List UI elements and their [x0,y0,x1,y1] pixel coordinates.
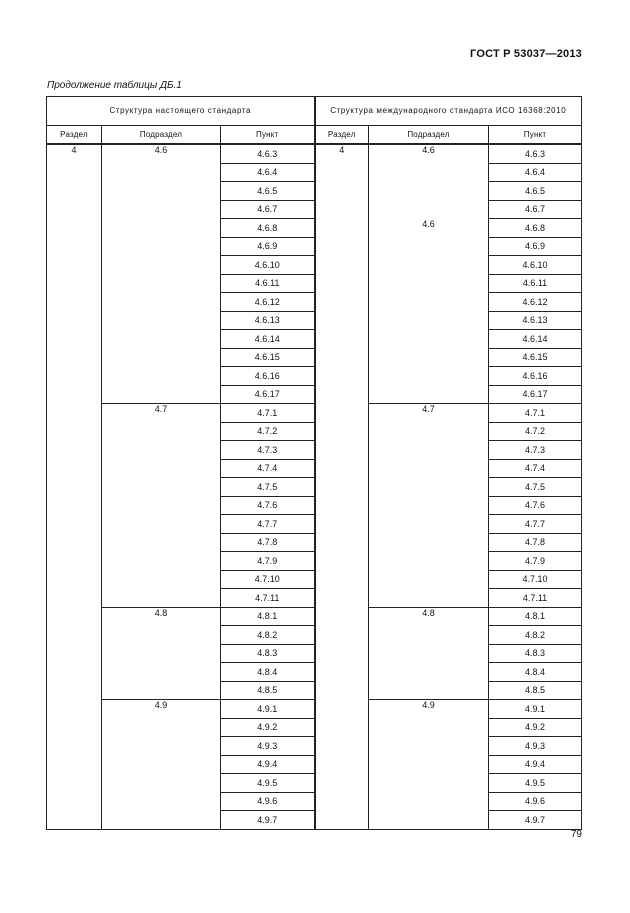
cell-section-intl [315,774,369,793]
cell-section-intl [315,182,369,201]
cell-clause: 4.9.1 [221,700,315,719]
cell-clause: 4.7.11 [221,589,315,608]
cell-section-intl [315,422,369,441]
cell-section [47,219,102,238]
cell-subsection-intl [369,478,489,497]
table-row [47,311,582,330]
cell-section-intl [315,811,369,830]
cell-subsection [102,219,221,238]
correspondence-table [46,96,582,830]
cell-clause: 4.6.13 [221,311,315,330]
cell-section [47,515,102,534]
cell-section-intl [315,644,369,663]
cell-section-intl [315,200,369,219]
cell-section-intl [315,441,369,460]
cell-subsection [102,533,221,552]
cell-section [47,589,102,608]
table-row [47,644,582,663]
cell-section-intl [315,256,369,275]
cell-clause: 4.7.1 [221,404,315,423]
cell-clause: 4.9.7 [221,811,315,830]
cell-section-intl [315,219,369,238]
cell-section-intl [315,163,369,182]
table-row [47,478,582,497]
cell-clause-intl: 4.6.3 [489,144,582,163]
table-row [47,182,582,201]
cell-section: 4 [47,144,102,163]
cell-clause-intl: 4.8.2 [489,626,582,645]
table-row [47,293,582,312]
cell-clause-intl: 4.7.7 [489,515,582,534]
cell-subsection [102,311,221,330]
cell-clause-intl: 4.8.4 [489,663,582,682]
cell-subsection-intl [369,626,489,645]
table-row [47,200,582,219]
table-row [47,589,582,608]
cell-subsection-intl [369,515,489,534]
table-row [47,718,582,737]
cell-clause: 4.6.16 [221,367,315,386]
cell-clause-intl: 4.6.13 [489,311,582,330]
cell-section-intl [315,367,369,386]
cell-section [47,626,102,645]
cell-clause-intl: 4.6.16 [489,367,582,386]
table-row [47,144,582,163]
cell-subsection [102,459,221,478]
cell-subsection-intl [369,589,489,608]
cell-section [47,237,102,256]
cell-section-intl [315,274,369,293]
column-header-clause-intl: Пункт [489,126,582,145]
group-header-international: Структура международного стандарта ИСО 16368:2010 [315,97,582,126]
cell-subsection-intl [369,737,489,756]
cell-subsection [102,367,221,386]
cell-clause: 4.6.12 [221,293,315,312]
cell-section [47,274,102,293]
cell-clause: 4.6.7 [221,200,315,219]
table-row [47,404,582,423]
column-header-subsection: Подраздел [102,126,221,145]
cell-subsection [102,422,221,441]
cell-clause: 4.6.8 [221,219,315,238]
cell-clause: 4.6.4 [221,163,315,182]
document-header: ГОСТ Р 53037—2013 [470,48,582,60]
cell-clause-intl: 4.9.5 [489,774,582,793]
cell-section [47,459,102,478]
table-row [47,755,582,774]
table-caption: Продолжение таблицы ДБ.1 [47,80,182,91]
cell-section [47,644,102,663]
cell-subsection-intl [369,570,489,589]
cell-subsection [102,182,221,201]
cell-section [47,422,102,441]
cell-subsection [102,385,221,404]
table-row [47,552,582,571]
cell-section-intl [315,385,369,404]
table-row [47,441,582,460]
cell-subsection-intl [369,274,489,293]
cell-subsection-intl: 4.6 [369,144,489,163]
cell-section [47,256,102,275]
cell-subsection-intl [369,755,489,774]
cell-section [47,570,102,589]
cell-clause: 4.7.5 [221,478,315,497]
cell-section-intl [315,792,369,811]
cell-clause-intl: 4.6.8 [489,219,582,238]
cell-clause: 4.7.4 [221,459,315,478]
cell-subsection [102,663,221,682]
table-row [47,663,582,682]
table-row [47,237,582,256]
cell-section [47,182,102,201]
cell-section-intl [315,533,369,552]
cell-clause: 4.9.5 [221,774,315,793]
table-row [47,681,582,700]
cell-subsection-intl: 4.6 [369,219,489,238]
page-number: 79 [570,829,582,840]
cell-subsection-intl [369,811,489,830]
cell-subsection-intl [369,533,489,552]
table-row [47,792,582,811]
cell-clause-intl: 4.7.3 [489,441,582,460]
column-header-section: Раздел [47,126,102,145]
cell-section [47,311,102,330]
cell-subsection-intl [369,256,489,275]
cell-section-intl [315,459,369,478]
cell-subsection-intl [369,459,489,478]
table-row [47,219,582,238]
cell-section [47,385,102,404]
cell-subsection-intl [369,496,489,515]
table-row [47,607,582,626]
cell-clause-intl: 4.6.10 [489,256,582,275]
cell-clause-intl: 4.9.4 [489,755,582,774]
cell-subsection-intl [369,348,489,367]
cell-clause: 4.8.5 [221,681,315,700]
table-row [47,626,582,645]
cell-section [47,478,102,497]
table-row [47,496,582,515]
cell-subsection [102,755,221,774]
cell-clause: 4.8.1 [221,607,315,626]
cell-subsection: 4.6 [102,144,221,163]
cell-subsection [102,348,221,367]
cell-section-intl [315,552,369,571]
cell-subsection [102,626,221,645]
cell-clause-intl: 4.8.3 [489,644,582,663]
cell-clause: 4.7.9 [221,552,315,571]
cell-subsection [102,792,221,811]
cell-subsection-intl [369,718,489,737]
cell-section-intl [315,348,369,367]
cell-section-intl [315,293,369,312]
cell-clause: 4.7.3 [221,441,315,460]
cell-section-intl [315,681,369,700]
cell-section-intl [315,570,369,589]
cell-clause-intl: 4.6.11 [489,274,582,293]
cell-clause: 4.7.7 [221,515,315,534]
table-row [47,163,582,182]
cell-subsection-intl [369,774,489,793]
cell-clause: 4.9.6 [221,792,315,811]
cell-subsection-intl [369,681,489,700]
cell-subsection [102,589,221,608]
cell-subsection-intl [369,385,489,404]
cell-clause: 4.6.9 [221,237,315,256]
cell-subsection [102,274,221,293]
cell-clause: 4.9.2 [221,718,315,737]
cell-clause-intl: 4.7.8 [489,533,582,552]
group-header-national: Структура настоящего стандарта [47,97,315,126]
table-row [47,422,582,441]
cell-section-intl [315,737,369,756]
cell-subsection-intl: 4.9 [369,700,489,719]
cell-clause: 4.7.8 [221,533,315,552]
table-body [47,144,582,829]
cell-subsection-intl [369,422,489,441]
cell-clause-intl: 4.7.10 [489,570,582,589]
cell-subsection [102,811,221,830]
cell-section [47,718,102,737]
table-row [47,385,582,404]
table-row [47,533,582,552]
cell-clause: 4.6.10 [221,256,315,275]
cell-clause-intl: 4.7.5 [489,478,582,497]
cell-subsection-intl [369,367,489,386]
cell-subsection [102,552,221,571]
cell-clause: 4.8.3 [221,644,315,663]
table-row [47,515,582,534]
cell-clause: 4.7.6 [221,496,315,515]
column-header-section-intl: Раздел [315,126,369,145]
cell-clause: 4.6.3 [221,144,315,163]
cell-subsection [102,496,221,515]
cell-section [47,404,102,423]
cell-clause-intl: 4.6.14 [489,330,582,349]
cell-subsection-intl [369,293,489,312]
cell-clause-intl: 4.6.9 [489,237,582,256]
cell-subsection-intl [369,330,489,349]
cell-section [47,552,102,571]
cell-section-intl [315,626,369,645]
cell-subsection [102,200,221,219]
table-row [47,570,582,589]
cell-section [47,755,102,774]
cell-clause: 4.6.14 [221,330,315,349]
cell-subsection [102,774,221,793]
cell-clause: 4.6.17 [221,385,315,404]
cell-clause-intl: 4.7.1 [489,404,582,423]
cell-section [47,811,102,830]
cell-clause: 4.9.4 [221,755,315,774]
cell-clause: 4.6.11 [221,274,315,293]
table-row [47,330,582,349]
cell-section-intl [315,589,369,608]
cell-section [47,496,102,515]
cell-section [47,200,102,219]
cell-subsection [102,163,221,182]
cell-section [47,293,102,312]
cell-clause-intl: 4.7.9 [489,552,582,571]
cell-section [47,367,102,386]
cell-subsection-intl [369,552,489,571]
cell-section-intl: 4 [315,144,369,163]
cell-subsection: 4.8 [102,607,221,626]
cell-subsection [102,293,221,312]
cell-section-intl [315,607,369,626]
table-row [47,811,582,830]
cell-subsection [102,681,221,700]
cell-clause-intl: 4.7.4 [489,459,582,478]
cell-clause-intl: 4.9.2 [489,718,582,737]
cell-subsection-intl: 4.7 [369,404,489,423]
cell-clause-intl: 4.9.7 [489,811,582,830]
cell-clause-intl: 4.9.1 [489,700,582,719]
cell-subsection [102,330,221,349]
cell-section-intl [315,404,369,423]
table-row [47,367,582,386]
cell-subsection-intl [369,311,489,330]
cell-section [47,681,102,700]
cell-section [47,700,102,719]
cell-clause-intl: 4.9.6 [489,792,582,811]
table-row [47,348,582,367]
cell-clause-intl: 4.7.6 [489,496,582,515]
cell-subsection-intl [369,644,489,663]
cell-section-intl [315,755,369,774]
cell-section [47,441,102,460]
cell-section-intl [315,496,369,515]
cell-clause-intl: 4.8.1 [489,607,582,626]
cell-section-intl [315,515,369,534]
cell-subsection [102,237,221,256]
cell-subsection [102,570,221,589]
cell-section-intl [315,700,369,719]
column-header-subsection-intl: Подраздел [369,126,489,145]
cell-clause: 4.7.10 [221,570,315,589]
cell-section [47,663,102,682]
table-row [47,737,582,756]
table-row [47,459,582,478]
cell-clause: 4.8.2 [221,626,315,645]
cell-subsection-intl [369,792,489,811]
cell-subsection [102,718,221,737]
cell-section-intl [315,478,369,497]
cell-clause-intl: 4.7.11 [489,589,582,608]
cell-section [47,774,102,793]
cell-clause: 4.6.15 [221,348,315,367]
cell-subsection: 4.9 [102,700,221,719]
cell-section [47,607,102,626]
column-header-clause: Пункт [221,126,315,145]
cell-section-intl [315,237,369,256]
table-row [47,700,582,719]
cell-section [47,792,102,811]
cell-subsection-intl [369,237,489,256]
cell-clause-intl: 4.6.15 [489,348,582,367]
cell-clause-intl: 4.6.17 [489,385,582,404]
cell-clause-intl: 4.7.2 [489,422,582,441]
cell-clause-intl: 4.6.12 [489,293,582,312]
cell-clause: 4.8.4 [221,663,315,682]
cell-subsection-intl [369,663,489,682]
cell-section-intl [315,311,369,330]
cell-clause: 4.9.3 [221,737,315,756]
cell-subsection-intl [369,163,489,182]
cell-subsection [102,478,221,497]
cell-clause-intl: 4.9.3 [489,737,582,756]
cell-clause-intl: 4.6.4 [489,163,582,182]
cell-section [47,737,102,756]
cell-clause: 4.6.5 [221,182,315,201]
cell-clause-intl: 4.6.5 [489,182,582,201]
cell-section [47,348,102,367]
cell-subsection [102,441,221,460]
cell-section [47,330,102,349]
cell-clause-intl: 4.8.5 [489,681,582,700]
cell-section [47,163,102,182]
cell-subsection-intl [369,182,489,201]
cell-subsection-intl [369,441,489,460]
cell-clause: 4.7.2 [221,422,315,441]
cell-subsection: 4.7 [102,404,221,423]
table-row [47,274,582,293]
cell-section-intl [315,330,369,349]
cell-clause-intl: 4.6.7 [489,200,582,219]
cell-subsection [102,644,221,663]
cell-section-intl [315,663,369,682]
cell-section-intl [315,718,369,737]
cell-subsection [102,515,221,534]
table-row [47,256,582,275]
table-row [47,774,582,793]
cell-section [47,533,102,552]
cell-subsection [102,737,221,756]
cell-subsection [102,256,221,275]
cell-subsection-intl [369,200,489,219]
cell-subsection-intl: 4.8 [369,607,489,626]
